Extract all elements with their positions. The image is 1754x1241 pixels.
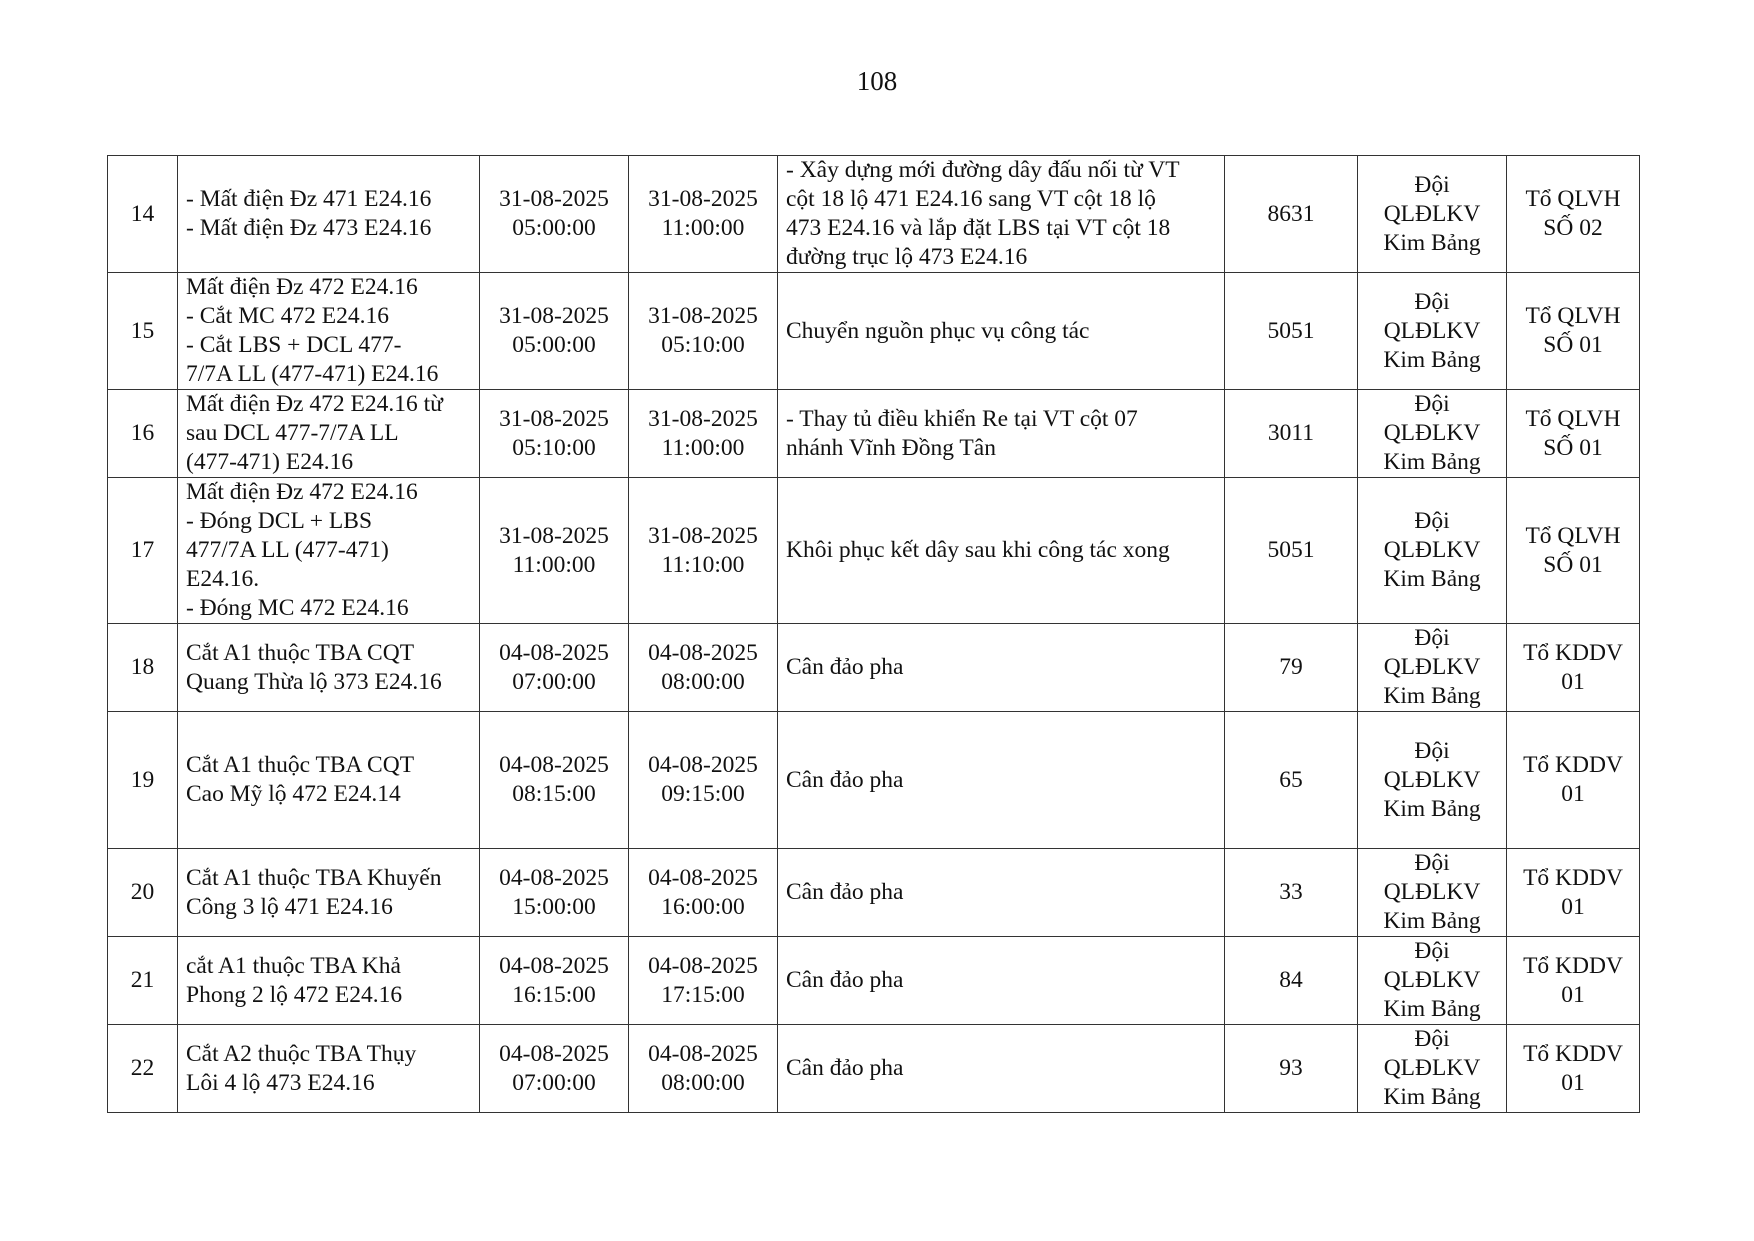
responsible-team-line: SỐ 01	[1543, 434, 1603, 461]
work-description-cell	[778, 624, 1225, 712]
outage-scope-line: Cắt A1 thuộc TBA CQT	[186, 752, 415, 778]
end-time-line: 04-08-2025	[648, 639, 758, 666]
start-time-line: 04-08-2025	[499, 752, 609, 778]
responsible-team-line: SỐ 01	[1543, 332, 1603, 358]
start-time-cell	[480, 273, 629, 390]
customer-count-cell: 65	[1225, 712, 1358, 849]
work-description-line: cột 18 lộ 471 E24.16 sang VT cột 18 lộ	[786, 186, 1156, 212]
end-time-line: 08:00:00	[661, 1069, 745, 1096]
responsible-team-line: Tổ KDDV	[1523, 752, 1623, 778]
responsible-team-line: 01	[1561, 1069, 1585, 1096]
start-time-line: 31-08-2025	[499, 303, 609, 329]
start-time-line: 04-08-2025	[499, 952, 609, 979]
outage-scope-line: Lôi 4 lộ 473 E24.16	[186, 1069, 375, 1096]
outage-scope-line: 477/7A LL (477-471)	[186, 537, 389, 563]
responsible-unit-line: QLĐLKV	[1383, 200, 1481, 227]
start-time-line: 04-08-2025	[499, 864, 609, 891]
responsible-unit-line: Đội	[1414, 737, 1450, 764]
outage-scope-cell	[178, 478, 480, 624]
row-number-cell: 16	[108, 390, 178, 478]
responsible-unit-line: QLĐLKV	[1383, 537, 1481, 563]
end-time-line: 04-08-2025	[648, 864, 758, 891]
customer-count-cell: 5051	[1225, 273, 1358, 390]
start-time-line: 07:00:00	[512, 1069, 596, 1096]
start-time-line: 11:00:00	[512, 551, 596, 578]
responsible-team-line: Tổ QLVH	[1525, 522, 1621, 549]
responsible-unit-cell	[1358, 156, 1507, 273]
responsible-team-cell	[1507, 390, 1640, 478]
end-time-line: 11:10:00	[661, 551, 745, 578]
responsible-team-cell	[1507, 273, 1640, 390]
responsible-unit-line: Đội	[1414, 850, 1450, 876]
responsible-team-line: Tổ QLVH	[1525, 186, 1621, 212]
end-time-line: 31-08-2025	[648, 522, 758, 549]
end-time-line: 09:15:00	[661, 781, 745, 807]
responsible-unit-line: Kim Bảng	[1383, 449, 1481, 475]
end-time-line: 16:00:00	[661, 893, 745, 920]
responsible-team-cell	[1507, 712, 1640, 849]
responsible-team-cell	[1507, 849, 1640, 937]
start-time-line: 04-08-2025	[499, 1040, 609, 1067]
responsible-unit-line: Đội	[1414, 625, 1450, 651]
outage-scope-cell	[178, 1025, 480, 1113]
start-time-cell	[480, 1025, 629, 1113]
responsible-unit-cell	[1358, 712, 1507, 849]
customer-count-cell: 33	[1225, 849, 1358, 937]
row-number-cell: 20	[108, 849, 178, 937]
outage-scope-line: Phong 2 lộ 472 E24.16	[186, 981, 403, 1008]
outage-scope-line: - Mất điện Đz 473 E24.16	[186, 215, 432, 241]
outage-scope-line: Mất điện Đz 472 E24.16 từ	[186, 391, 443, 417]
end-time-cell	[629, 849, 778, 937]
table-row	[108, 712, 1640, 849]
responsible-unit-line: Đội	[1414, 508, 1450, 534]
responsible-unit-line: QLĐLKV	[1383, 317, 1481, 344]
responsible-unit-line: QLĐLKV	[1383, 879, 1481, 905]
table-row	[108, 624, 1640, 712]
work-description-line: Chuyển nguồn phục vụ công tác	[786, 317, 1090, 344]
work-description-line: nhánh Vĩnh Đồng Tân	[786, 434, 996, 461]
responsible-team-line: Tổ KDDV	[1523, 1040, 1623, 1067]
outage-scope-cell	[178, 712, 480, 849]
responsible-team-cell	[1507, 478, 1640, 624]
work-description-cell	[778, 937, 1225, 1025]
end-time-line: 17:15:00	[661, 981, 745, 1008]
work-description-line: - Xây dựng mới đường dây đấu nối từ VT	[786, 157, 1180, 183]
outage-scope-line: - Đóng DCL + LBS	[186, 508, 373, 534]
work-description-line: Cân đảo pha	[786, 1055, 904, 1081]
end-time-line: 05:10:00	[661, 332, 745, 358]
start-time-cell	[480, 478, 629, 624]
start-time-line: 16:15:00	[512, 981, 596, 1008]
outage-scope-cell	[178, 156, 480, 273]
responsible-team-line: 01	[1561, 893, 1585, 920]
responsible-unit-line: Kim Bảng	[1383, 229, 1481, 256]
outage-scope-line: Mất điện Đz 472 E24.16	[186, 479, 418, 505]
responsible-unit-line: QLĐLKV	[1383, 1055, 1481, 1081]
work-description-line: Khôi phục kết dây sau khi công tác xong	[786, 537, 1170, 563]
responsible-unit-line: Kim Bảng	[1383, 996, 1481, 1022]
work-description-line: Cân đảo pha	[786, 766, 904, 793]
customer-count-cell: 3011	[1225, 390, 1358, 478]
customer-count-cell: 79	[1225, 624, 1358, 712]
customer-count-cell: 93	[1225, 1025, 1358, 1113]
end-time-cell	[629, 478, 778, 624]
responsible-unit-cell	[1358, 849, 1507, 937]
outage-scope-cell	[178, 937, 480, 1025]
work-description-cell	[778, 273, 1225, 390]
start-time-line: 05:00:00	[512, 215, 596, 241]
work-description-line: - Thay tủ điều khiển Re tại VT cột 07	[786, 405, 1138, 432]
end-time-cell	[629, 273, 778, 390]
work-description-cell	[778, 390, 1225, 478]
start-time-line: 15:00:00	[512, 893, 596, 920]
start-time-line: 05:10:00	[512, 434, 596, 461]
outage-scope-line: Cắt A1 thuộc TBA Khuyến	[186, 864, 442, 891]
work-description-line: Cân đảo pha	[786, 967, 904, 993]
table-row	[108, 1025, 1640, 1113]
start-time-cell	[480, 712, 629, 849]
end-time-line: 31-08-2025	[648, 186, 758, 212]
responsible-unit-line: Đội	[1414, 391, 1450, 417]
end-time-cell	[629, 712, 778, 849]
outage-scope-line: Cắt A1 thuộc TBA CQT	[186, 639, 415, 666]
end-time-line: 11:00:00	[661, 215, 745, 241]
responsible-unit-line: Kim Bảng	[1383, 346, 1481, 373]
outage-scope-cell	[178, 273, 480, 390]
start-time-line: 04-08-2025	[499, 639, 609, 666]
start-time-line: 31-08-2025	[499, 522, 609, 549]
end-time-line: 04-08-2025	[648, 1040, 758, 1067]
end-time-line: 08:00:00	[661, 668, 745, 695]
table-row	[108, 273, 1640, 390]
start-time-line: 31-08-2025	[499, 186, 609, 212]
outage-scope-line: 7/7A LL (477-471) E24.16	[186, 361, 439, 387]
work-description-cell	[778, 156, 1225, 273]
outage-scope-line: Quang Thừa lộ 373 E24.16	[186, 668, 442, 695]
outage-scope-cell	[178, 390, 480, 478]
responsible-unit-line: QLĐLKV	[1383, 967, 1481, 993]
end-time-cell	[629, 156, 778, 273]
table-row	[108, 478, 1640, 624]
responsible-unit-line: Kim Bảng	[1383, 566, 1481, 592]
outage-scope-line: Cao Mỹ lộ 472 E24.14	[186, 781, 401, 807]
end-time-line: 11:00:00	[661, 434, 745, 461]
responsible-unit-line: Kim Bảng	[1383, 683, 1481, 709]
row-number-cell: 19	[108, 712, 178, 849]
responsible-team-cell	[1507, 1025, 1640, 1113]
start-time-cell	[480, 390, 629, 478]
row-number-cell: 15	[108, 273, 178, 390]
outage-scope-line: cắt A1 thuộc TBA Khả	[186, 952, 401, 979]
start-time-cell	[480, 156, 629, 273]
end-time-line: 04-08-2025	[648, 752, 758, 778]
row-number-cell: 17	[108, 478, 178, 624]
responsible-team-cell	[1507, 156, 1640, 273]
outage-scope-line: - Mất điện Đz 471 E24.16	[186, 186, 432, 212]
end-time-cell	[629, 1025, 778, 1113]
outage-scope-line: (477-471) E24.16	[186, 449, 354, 475]
table-row	[108, 156, 1640, 273]
responsible-unit-cell	[1358, 390, 1507, 478]
outage-schedule-table	[107, 155, 1640, 1113]
table-row	[108, 937, 1640, 1025]
start-time-cell	[480, 624, 629, 712]
row-number-cell: 18	[108, 624, 178, 712]
responsible-team-line: SỐ 02	[1543, 215, 1603, 241]
outage-scope-line: Mất điện Đz 472 E24.16	[186, 274, 418, 300]
end-time-cell	[629, 937, 778, 1025]
work-description-line: Cân đảo pha	[786, 879, 904, 905]
responsible-unit-cell	[1358, 1025, 1507, 1113]
outage-scope-line: Cắt A2 thuộc TBA Thụy	[186, 1040, 417, 1067]
responsible-unit-line: Đội	[1414, 938, 1450, 964]
outage-scope-cell	[178, 624, 480, 712]
work-description-cell	[778, 712, 1225, 849]
outage-scope-line: Công 3 lộ 471 E24.16	[186, 893, 393, 920]
responsible-unit-line: QLĐLKV	[1383, 420, 1481, 446]
responsible-unit-line: Đội	[1414, 171, 1450, 198]
row-number-cell: 14	[108, 156, 178, 273]
responsible-unit-cell	[1358, 478, 1507, 624]
customer-count-cell: 8631	[1225, 156, 1358, 273]
work-description-line: đường trục lộ 473 E24.16	[786, 244, 1028, 270]
responsible-unit-line: Kim Bảng	[1383, 795, 1481, 822]
start-time-line: 08:15:00	[512, 781, 596, 807]
outage-scope-line: - Cắt LBS + DCL 477-	[186, 332, 402, 358]
responsible-team-line: 01	[1561, 781, 1585, 807]
responsible-unit-line: QLĐLKV	[1383, 766, 1481, 793]
responsible-team-line: Tổ KDDV	[1523, 952, 1623, 979]
responsible-team-line: Tổ QLVH	[1525, 303, 1621, 329]
table-row	[108, 390, 1640, 478]
work-description-cell	[778, 478, 1225, 624]
responsible-team-line: Tổ QLVH	[1525, 405, 1621, 432]
start-time-cell	[480, 937, 629, 1025]
responsible-unit-line: Đội	[1414, 1026, 1450, 1052]
start-time-line: 05:00:00	[512, 332, 596, 358]
customer-count-cell: 84	[1225, 937, 1358, 1025]
start-time-line: 07:00:00	[512, 668, 596, 695]
outage-scope-line: - Đóng MC 472 E24.16	[186, 595, 409, 621]
responsible-unit-cell	[1358, 273, 1507, 390]
end-time-cell	[629, 390, 778, 478]
responsible-team-line: 01	[1561, 668, 1585, 695]
end-time-line: 04-08-2025	[648, 952, 758, 979]
responsible-unit-cell	[1358, 624, 1507, 712]
outage-scope-line: E24.16.	[186, 566, 260, 592]
end-time-line: 31-08-2025	[648, 303, 758, 329]
responsible-unit-line: Đội	[1414, 288, 1450, 315]
row-number-cell: 22	[108, 1025, 178, 1113]
outage-scope-cell	[178, 849, 480, 937]
work-description-cell	[778, 1025, 1225, 1113]
responsible-team-cell	[1507, 624, 1640, 712]
responsible-team-line: Tổ KDDV	[1523, 864, 1623, 891]
table-row	[108, 849, 1640, 937]
responsible-team-cell	[1507, 937, 1640, 1025]
responsible-team-line: SỐ 01	[1543, 551, 1603, 578]
end-time-line: 31-08-2025	[648, 405, 758, 432]
outage-scope-line: sau DCL 477-7/7A LL	[186, 420, 399, 446]
start-time-line: 31-08-2025	[499, 405, 609, 432]
work-description-line: 473 E24.16 và lắp đặt LBS tại VT cột 18	[786, 215, 1171, 241]
row-number-cell: 21	[108, 937, 178, 1025]
customer-count-cell: 5051	[1225, 478, 1358, 624]
work-description-cell	[778, 849, 1225, 937]
responsible-unit-cell	[1358, 937, 1507, 1025]
outage-scope-line: - Cắt MC 472 E24.16	[186, 303, 390, 329]
responsible-unit-line: Kim Bảng	[1383, 1084, 1481, 1110]
start-time-cell	[480, 849, 629, 937]
work-description-line: Cân đảo pha	[786, 654, 904, 680]
responsible-team-line: Tổ KDDV	[1523, 639, 1623, 666]
responsible-team-line: 01	[1561, 981, 1585, 1008]
responsible-unit-line: Kim Bảng	[1383, 908, 1481, 934]
end-time-cell	[629, 624, 778, 712]
page-number: 108	[856, 66, 898, 96]
responsible-unit-line: QLĐLKV	[1383, 654, 1481, 680]
